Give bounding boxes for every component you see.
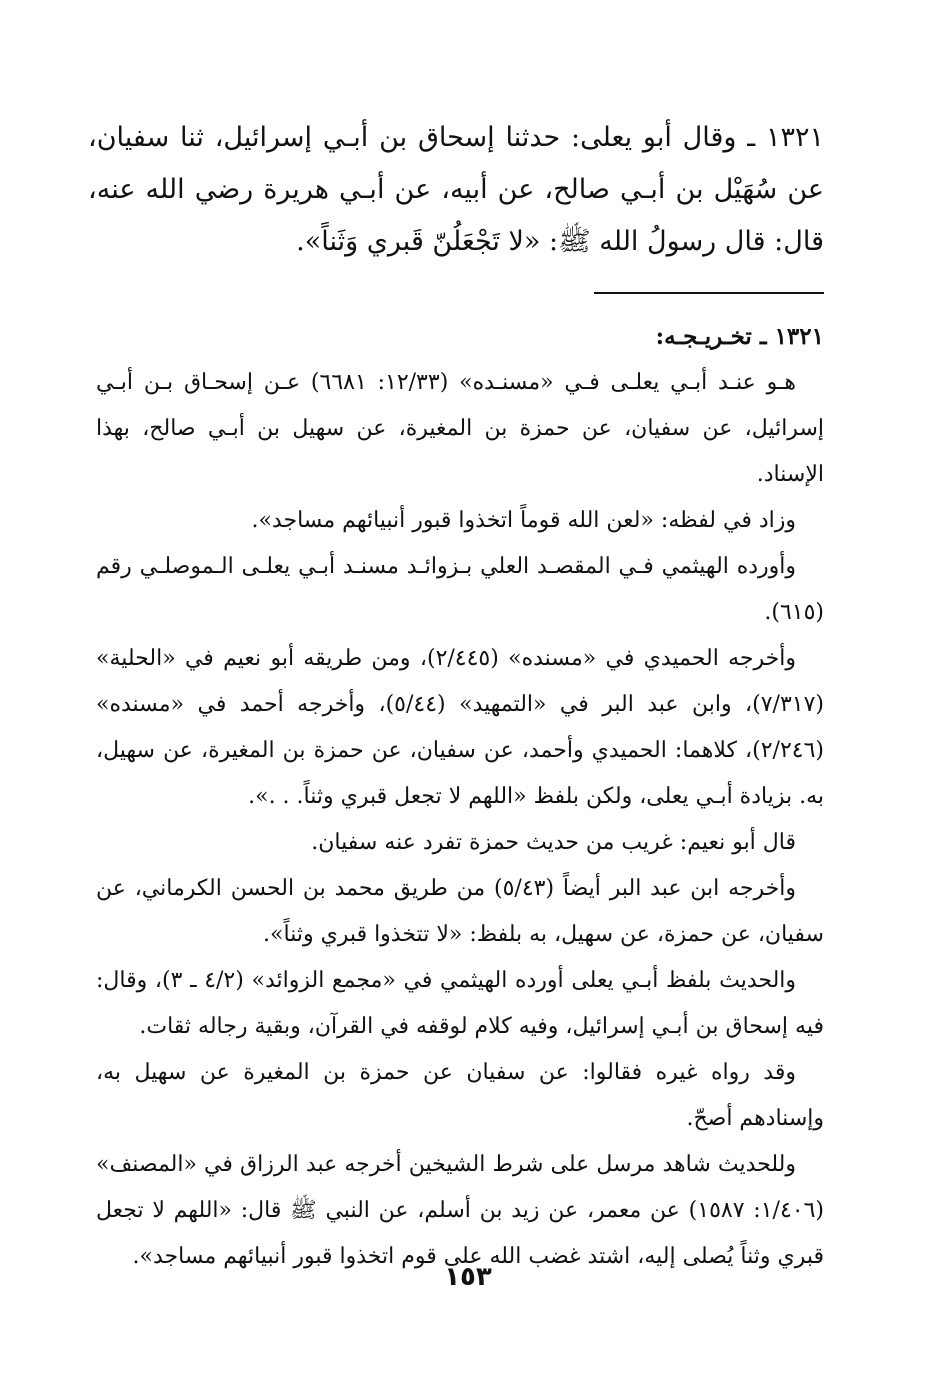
hadith-paragraph: ١٣٢١ ـ وقال أبو يعلى: حدثنا إسحاق بن أبـي إسرائيل، ثنا سفيان، عن سُهَيْل بن أبـي صالح، عن أبيه، عن أبـي هريرة رضي الله عنه، قال: قال رسولُ الله ﷺ: «لا تَجْعَلُنّ قَبري وَثَناً». — [88, 122, 824, 257]
takhrij-section — [96, 314, 824, 1280]
footnote-separator-line — [594, 292, 824, 294]
takhrij-paragraph-5: قال أبو نعيم: غريب من حديث حمزة تفرد عنه سفيان. — [311, 830, 796, 855]
page-number: ١٥٣ — [444, 1262, 492, 1292]
hadith-text-block — [88, 112, 824, 268]
takhrij-paragraph-9: وللحديث شاهد مرسل على شرط الشيخين أخرجه عبد الرزاق في «المصنف» (١/٤٠٦: ١٥٨٧) عن معمر، عن زيد بن أسلم، عن النبي ﷺ قال: «اللهم لا تجعل قبري وثناً يُصلى إليه، اشتد غضب الله على قوم اتخذوا قبور أنبيائهم مساجد». — [96, 1152, 824, 1269]
takhrij-paragraph-3: وأورده الهيثمي فـي المقصـد العلي بـزوائـد مسنـد أبـي يعلـى الـموصلـي رقم (٦١٥). — [96, 554, 824, 625]
takhrij-paragraph-1: هـو عنـد أبـي يعلـى فـي «مسنـده» (١٢/٣٣: ٦٦٨١) عـن إسحـاق بـن أبـي إسرائيل، عن سفيان، عن حمزة بن المغيرة، عن سهيل بن أبـي صالح، بهذا الإسناد. — [96, 370, 824, 487]
takhrij-paragraph-7: والحديث بلفظ أبـي يعلى أورده الهيثمي في «مجمع الزوائد» (٤/٢ ـ ٣)، وقال: فيه إسحاق بن أبـي إسرائيل، وفيه كلام لوقفه في القرآن، وبقية رجاله ثقات. — [96, 968, 824, 1039]
takhrij-paragraph-8: وقد رواه غيره فقالوا: عن سفيان عن حمزة بن المغيرة عن سهيل به، وإسنادهم أصحّ. — [96, 1060, 824, 1131]
takhrij-paragraph-4: وأخرجه الحميدي في «مسنده» (٢/٤٤٥)، ومن طريقه أبو نعيم في «الحلية» (٧/٣١٧)، وابن عبد البر في «التمهيد» (٥/٤٤)، وأخرجه أحمد في «مسنده» (٢/٢٤٦)، كلاهما: الحميدي وأحمد، عن سفيان، عن حمزة بن المغيرة، عن سهيل، به. بزيادة أبـي يعلى، ولكن بلفظ «اللهم لا تجعل قبري وثناً. . .». — [96, 646, 824, 809]
takhrij-heading: ١٣٢١ ـ تخـريـجـه: — [655, 323, 824, 350]
takhrij-paragraph-6: وأخرجه ابن عبد البر أيضاً (٥/٤٣) من طريق محمد بن الحسن الكرماني، عن سفيان، عن حمزة، عن سهيل، به بلفظ: «لا تتخذوا قبري وثناً». — [96, 876, 824, 947]
takhrij-paragraph-2: وزاد في لفظه: «لعن الله قوماً اتخذوا قبور أنبيائهم مساجد». — [251, 508, 796, 533]
